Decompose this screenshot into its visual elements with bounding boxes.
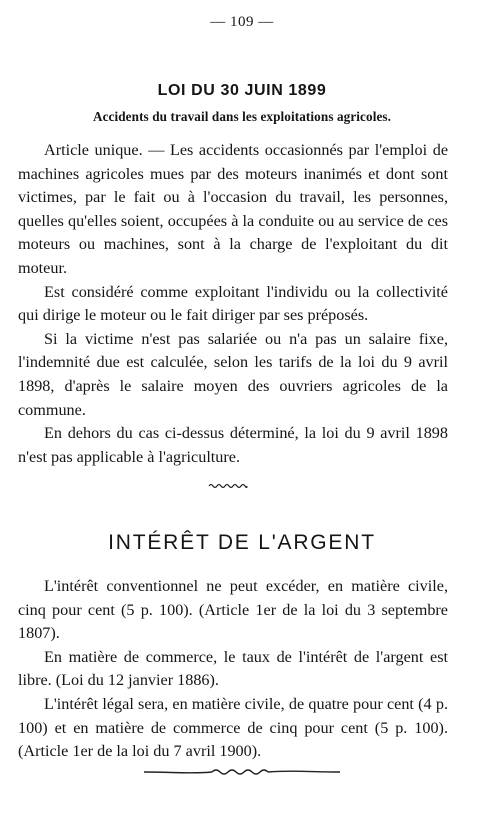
law-paragraph-article: Article unique. — Les accidents occasionnés par l'emploi de machines agricoles mues par des moteurs inanimés et dont sont victimes, par le fait ou à l'occasion du travail, les personnes, quelles qu'elles soient, occupées à la conduite ou au service de ces moteurs ou machines, sont à la charge de l'exploitant du dit moteur. [18, 141, 448, 277]
page-number: — 109 — [210, 14, 274, 30]
interet-paragraph-legal: L'intérêt légal sera, en matière civile, de quatre pour cent (4 p. 100) et en matière de commerce de cinq pour cent (5 p. 100). (Article 1er de la loi du 7 avril 1900). [18, 694, 448, 761]
law-paragraph-dehors: En dehors du cas ci-dessus déterminé, la loi du 9 avril 1898 n'est pas applicable à l'agriculture. [18, 424, 448, 466]
interet-heading: INTÉRÊT DE L'ARGENT [108, 531, 376, 554]
interet-paragraph-commerce: En matière de commerce, le taux de l'intérêt de l'argent est libre. (Loi du 12 janvier 1886). [18, 647, 448, 690]
interet-body [18, 575, 448, 764]
interet-paragraph-conventionnel: L'intérêt conventionnel ne peut excéder, en matière civile, cinq pour cent (5 p. 100). (Article 1er de la loi du 3 septembre 1807). [18, 577, 448, 643]
law-body [18, 139, 448, 469]
law-paragraph-victime: Si la victime n'est pas salariée ou n'a pas un salaire fixe, l'indemnité due est calculée, selon les tarifs de la loi du 9 avril 1898, d'après le salaire moyen des ouvriers agricoles de la commune. [18, 329, 448, 419]
ornament-divider-large [142, 766, 342, 778]
law-paragraph-exploitant: Est considéré comme exploitant l'individu ou la collectivité qui dirige le moteur ou le fait diriger par ses préposés. [18, 282, 448, 325]
law-title: LOI DU 30 JUIN 1899 [157, 82, 327, 99]
ornament-divider-small [208, 482, 248, 490]
law-subtitle: Accidents du travail dans les exploitations agricoles. [92, 109, 392, 124]
